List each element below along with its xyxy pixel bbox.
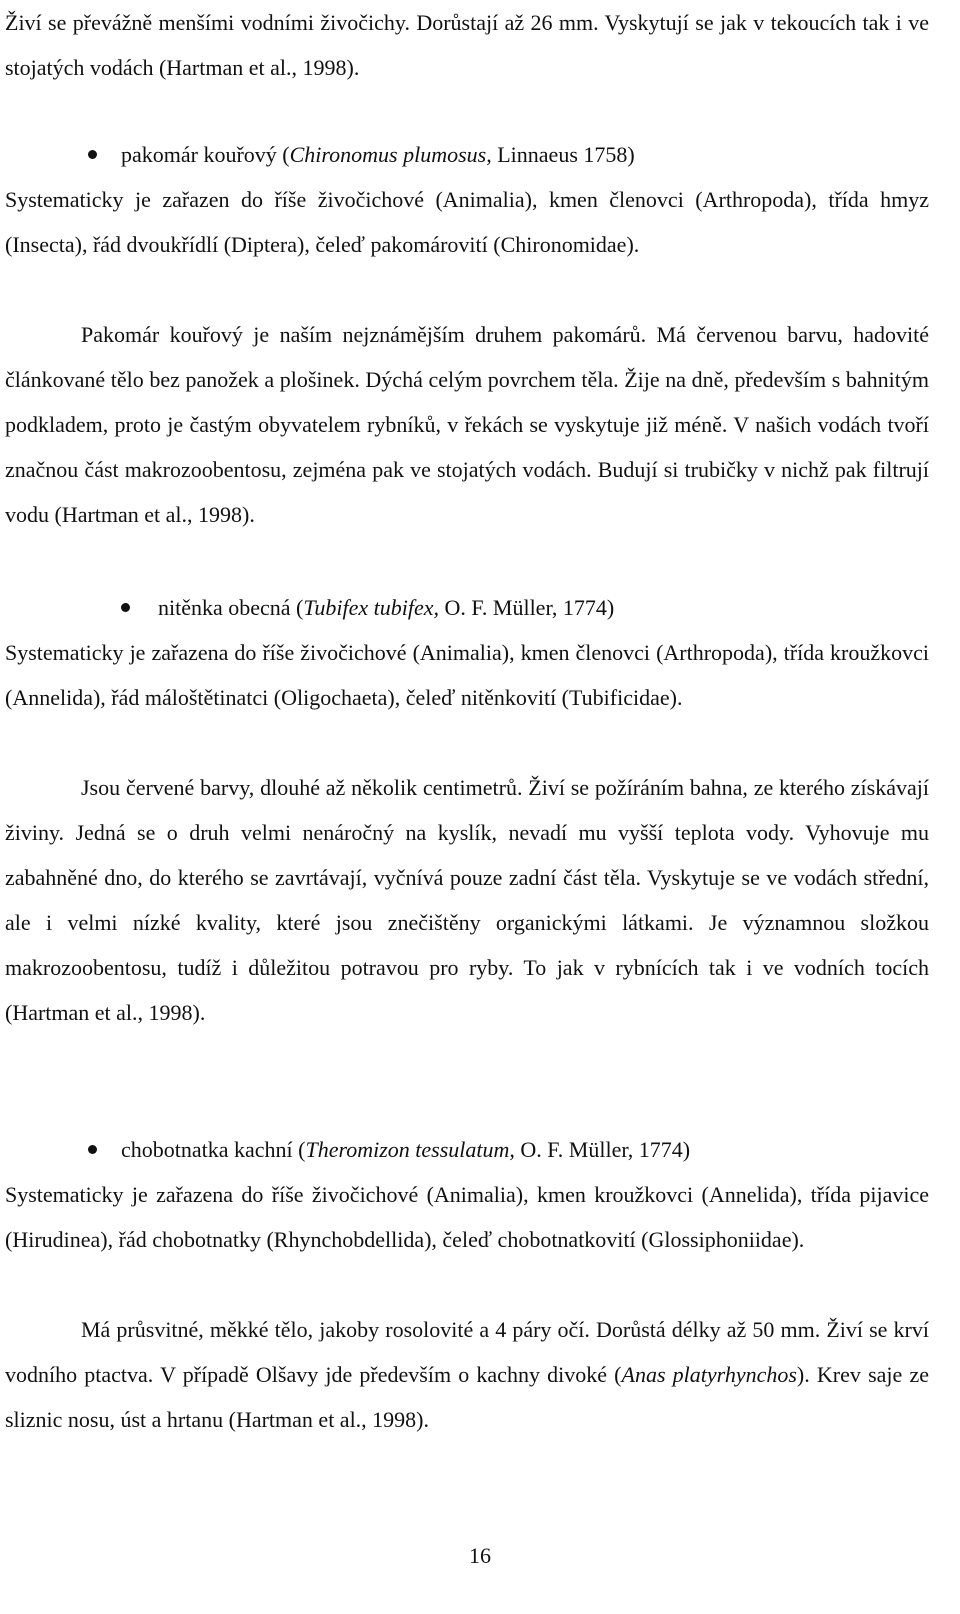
species-name: nitěnka obecná ( <box>158 595 304 620</box>
species-heading-2 <box>5 585 929 630</box>
species-latin-name: Chironomus plumosus, <box>289 142 492 167</box>
species-latin-name: Theromizon tessulatum, <box>305 1137 515 1162</box>
species-heading-3 <box>5 1127 929 1172</box>
bullet-icon <box>121 603 130 612</box>
species-2-description: Jsou červené barvy, dlouhé až několik centimetrů. Živí se požíráním bahna, ze kterého získávají živiny. Jedná se o druh velmi nenáročný na kyslík, nevadí mu vyšší teplota vody. Vyhovuje mu zabahněné dno, do kterého se zavrtávají, vyčnívá pouze zadní část těla. Vyskytuje se ve vodách střední, ale i velmi nízké kvality, které jsou znečištěny organickými látkami. Je významnou složkou makrozoobentosu, tudíž i důležitou potravou pro ryby. To jak v rybnících tak i ve vodních tocích (Hartman et al., 1998). <box>5 775 929 1025</box>
species-authority: O. F. Müller, 1774) <box>439 595 615 620</box>
species-name: chobotnatka kachní ( <box>121 1137 306 1162</box>
bullet-icon <box>88 1145 97 1154</box>
species-1-description: Pakomár kouřový je naším nejznámějším druhem pakomárů. Má červenou barvu, hadovité článkované tělo bez panožek a plošinek. Dýchá celým povrchem těla. Žije na dně, především s bahnitým podkladem, proto je častým obyvatelem rybníků, v řekách se vyskytuje již méně. V našich vodách tvoří značnou část makrozoobentosu, zejména pak ve stojatých vodách. Budují si trubičky v nichž pak filtrují vodu (Hartman et al., 1998). <box>5 322 929 527</box>
species-1-systematics: Systematicky je zařazen do říše živočichové (Animalia), kmen členovci (Arthropoda), třída hmyz (Insecta), řád dvoukřídlí (Diptera), čeleď pakomárovití (Chironomidae). <box>5 187 929 257</box>
species-name: pakomár kouřový ( <box>121 142 290 167</box>
species-2-systematics: Systematicky je zařazena do říše živočichové (Animalia), kmen členovci (Arthropoda), třída kroužkovci (Annelida), řád máloštětinatci (Oligochaeta), čeleď nitěnkovití (Tubificidae). <box>5 640 929 710</box>
intro-paragraph: Živí se převážně menšími vodními živočichy. Dorůstají až 26 mm. Vyskytují se jak v tekoucích tak i ve stojatých vodách (Hartman et al., 1998). <box>5 10 929 80</box>
species-heading-1 <box>5 132 929 177</box>
species-3-systematics: Systematicky je zařazena do říše živočichové (Animalia), kmen kroužkovci (Annelida), třída pijavice (Hirudinea), řád chobotnatky (Rhynchobdellida), čeleď chobotnatkovití (Glossiphoniidae). <box>5 1182 929 1252</box>
species-authority: Linnaeus 1758) <box>491 142 635 167</box>
bullet-icon <box>88 150 97 159</box>
species-authority: O. F. Müller, 1774) <box>514 1137 691 1162</box>
page-number: 16 <box>469 1543 491 1568</box>
latin-name-inline: Anas platyrhynchos <box>621 1362 797 1387</box>
species-3-description: Má průsvitné, měkké tělo, jakoby rosolovité a 4 páry očí. Dorůstá délky až 50 mm. Živí se krví vodního ptactva. V případě Olšavy jde především o kachny divoké (Anas platyrhynchos). Krev saje ze sliznic nosu, úst a hrtanu (Hartman et al., 1998). <box>5 1317 929 1432</box>
species-latin-name: Tubifex tubifex, <box>303 595 440 620</box>
